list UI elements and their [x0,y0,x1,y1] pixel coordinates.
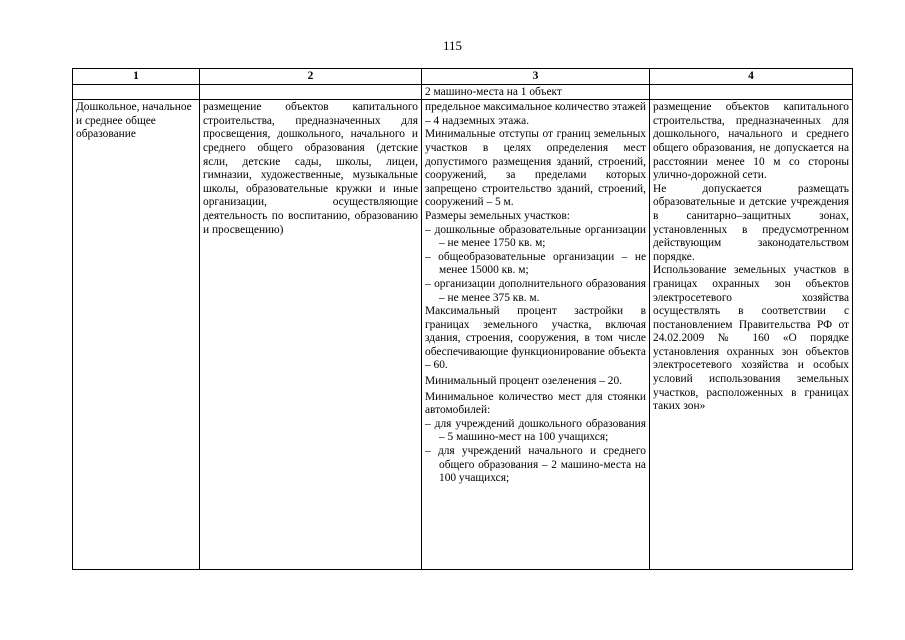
continuation-col-3: 2 машино-места на 1 объект [422,84,650,100]
parameters-cell [422,100,650,570]
max-coverage-text: Максимальный процент застройки в границах земельного участка, включая здания, строения, сооружения, в том числе обеспечивающие функционирование объекта – 60. [425,305,646,372]
list-item: – организации дополнительного образования – не менее 375 кв. м. [425,277,646,304]
header-col-3: 3 [422,69,650,85]
list-item: – общеобразовательные организации – не менее 15000 кв. м; [425,250,646,277]
max-floors-text: предельное максимальное количество этажей – 4 надземных этажа. [425,101,647,127]
min-setbacks-text: Минимальные отступы от границ земельных участков в целях определения мест допустимого размещения зданий, строений, сооружений, за пределами которых запрещено строительство зданий, строений, сооружений – 5 м. [425,128,646,209]
table-header-row [73,69,853,85]
continuation-col-1 [73,84,200,100]
list-item: – для учреждений дошкольного образования – 5 машино-мест на 100 учащихся; [425,417,646,444]
min-greening-text: Минимальный процент озеленения – 20. [425,375,623,388]
header-col-1: 1 [73,69,200,85]
header-col-4: 4 [650,69,853,85]
header-col-2: 2 [200,69,422,85]
page-number: 115 [442,38,463,53]
restrictions-cell [650,100,853,570]
list-item: – дошкольные образовательные организации – не менее 1750 кв. м; [425,223,646,250]
restriction-protected-zones-text: Использование земельных участков в границах охранных зон объектов электросетевого хозяйства осуществлять в соответствии с постановлением Правительства РФ от 24.02.2009 № 160 «О порядке установления охранных зон объектов электросетевого хозяйства и особых условий использования земельных участков, расположенных в границах таких зон» [653,264,849,413]
restriction-sanitary-zones-text: Не допускается размещать образовательные и детские учреждения в санитарно–защитных зонах, установленных в предусмотренном действующим законодательством порядке. [653,182,849,263]
land-use-type-cell: Дошкольное, начальное и среднее общее образование [73,100,200,570]
plot-sizes-heading: Размеры земельных участков: [425,209,570,222]
continuation-col-4 [650,84,853,100]
list-item: – для учреждений начального и среднего общего образования – 2 машино-места на 100 учащихся; [425,445,646,485]
table-row [73,100,853,570]
restriction-setback-text: размещение объектов капитального строительства, предназначенных для дошкольного, начального и среднего общего образования, не допускается на расстоянии менее 10 м со стороны улично-дорожной сети. [653,101,849,182]
continuation-row [73,84,853,100]
land-use-description-cell: размещение объектов капитального строительства, предназначенных для просвещения, дошкольного, начального и среднего общего образования (детские ясли, детские сады, школы, лицеи, гимназии, художественные, музыкальные школы, образовательные кружки и иные организации, осуществляющие деятельность по воспитанию, образованию и просвещению) [200,100,422,570]
continuation-col-2 [200,84,422,100]
regulations-table [72,68,853,570]
parking-heading: Минимальное количество мест для стоянки автомобилей: [425,390,646,417]
